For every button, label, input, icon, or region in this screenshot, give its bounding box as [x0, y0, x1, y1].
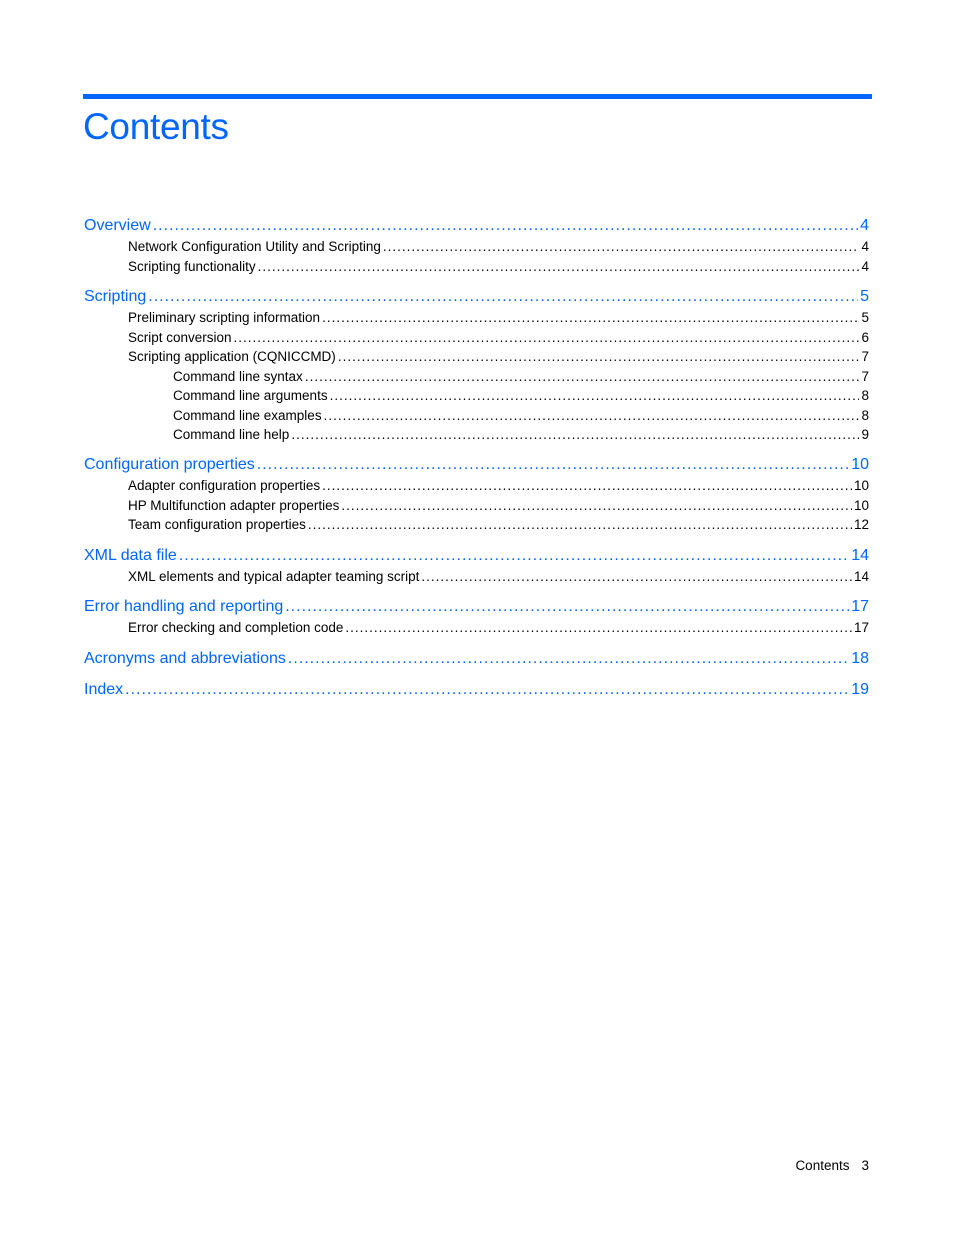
toc-entry-label: Scripting [84, 288, 147, 305]
toc-entry-page: 6 [861, 330, 869, 345]
toc-entry-label: Team configuration properties [128, 517, 306, 532]
toc-entry-hp-multifunction-adapter-properties[interactable] [128, 496, 869, 515]
toc-entry-page: 19 [851, 681, 869, 698]
toc-entry-label: XML elements and typical adapter teaming script [128, 569, 420, 584]
toc-leader [148, 286, 858, 308]
toc-entry-label: Command line arguments [173, 388, 328, 403]
toc-leader [285, 596, 849, 618]
toc-entry-preliminary-scripting-information[interactable] [128, 308, 869, 327]
toc-entry-page: 18 [851, 650, 869, 667]
toc-entry-overview[interactable] [84, 215, 869, 237]
toc-entry-label: Configuration properties [84, 456, 255, 473]
toc-entry-network-configuration-utility[interactable] [128, 237, 869, 256]
toc-entry-label: XML data file [84, 547, 177, 564]
toc-entry-page: 10 [853, 478, 869, 493]
toc-leader [338, 347, 860, 366]
toc-entry-scripting[interactable] [84, 286, 869, 308]
toc-entry-page: 10 [851, 456, 869, 473]
toc-entry-command-line-examples[interactable] [173, 406, 869, 425]
toc-entry-page: 14 [853, 569, 869, 584]
toc-entry-page: 4 [861, 239, 869, 254]
toc-entry-error-handling-and-reporting[interactable] [84, 596, 869, 618]
toc-entry-scripting-application[interactable] [128, 347, 869, 366]
toc-entry-label: Network Configuration Utility and Scripting [128, 239, 381, 254]
toc-leader [322, 476, 852, 495]
toc-entry-page: 17 [851, 598, 869, 615]
toc-leader [179, 545, 849, 567]
toc-entry-command-line-arguments[interactable] [173, 386, 869, 405]
toc-leader [257, 454, 849, 476]
page-title: Contents [83, 106, 229, 147]
toc-entry-command-line-help[interactable] [173, 425, 869, 444]
toc-leader [288, 648, 849, 670]
toc-leader [341, 496, 852, 515]
toc-entry-acronyms-and-abbreviations[interactable] [84, 648, 869, 670]
title-rule [83, 94, 872, 99]
page-footer [795, 1158, 869, 1173]
toc-entry-page: 8 [861, 408, 869, 423]
toc-entry-label: Command line syntax [173, 369, 303, 384]
toc-entry-page: 8 [861, 388, 869, 403]
toc-entry-page: 14 [851, 547, 869, 564]
toc-entry-page: 7 [861, 369, 869, 384]
toc-entry-page: 4 [861, 259, 869, 274]
toc-entry-page: 5 [860, 288, 869, 305]
toc-entry-label: Scripting functionality [128, 259, 256, 274]
toc-leader [421, 567, 852, 586]
toc-entry-xml-elements[interactable] [128, 567, 869, 586]
toc-leader [330, 386, 860, 405]
toc-entry-page: 4 [860, 217, 869, 234]
toc-entry-page: 5 [861, 310, 869, 325]
toc-entry-team-configuration-properties[interactable] [128, 515, 869, 534]
toc-leader [345, 618, 852, 637]
toc-entry-page: 10 [853, 498, 869, 513]
toc-leader [125, 679, 849, 701]
toc-entry-page: 17 [853, 620, 869, 635]
toc-entry-label: Preliminary scripting information [128, 310, 321, 325]
toc-leader [234, 328, 860, 347]
toc-entry-label: Script conversion [128, 330, 232, 345]
toc-leader [308, 515, 852, 534]
toc-entry-label: Index [84, 681, 124, 698]
footer-page-number: 3 [861, 1158, 869, 1173]
toc-leader [305, 367, 860, 386]
toc-entry-configuration-properties[interactable] [84, 454, 869, 476]
toc-leader [258, 257, 860, 276]
toc-leader [324, 406, 860, 425]
toc-entry-command-line-syntax[interactable] [173, 367, 869, 386]
toc-entry-index[interactable] [84, 679, 869, 701]
toc-entry-scripting-functionality[interactable] [128, 257, 869, 276]
toc-leader [383, 237, 860, 256]
toc-entry-label: Command line help [173, 427, 290, 442]
toc-entry-script-conversion[interactable] [128, 328, 869, 347]
toc-entry-adapter-configuration-properties[interactable] [128, 476, 869, 495]
toc-entry-label: Adapter configuration properties [128, 478, 321, 493]
toc-leader [322, 308, 859, 327]
toc-entry-page: 9 [861, 427, 869, 442]
toc-entry-label: Overview [84, 217, 151, 234]
toc-entry-label: Error checking and completion code [128, 620, 344, 635]
toc-entry-page: 12 [853, 517, 869, 532]
toc-entry-label: Error handling and reporting [84, 598, 284, 615]
footer-section: Contents [795, 1158, 850, 1173]
toc-leader [291, 425, 859, 444]
toc-entry-label: HP Multifunction adapter properties [128, 498, 340, 513]
toc-entry-xml-data-file[interactable] [84, 545, 869, 567]
toc-leader [153, 215, 858, 237]
toc-entry-label: Command line examples [173, 408, 322, 423]
toc-entry-page: 7 [861, 349, 869, 364]
toc-entry-error-checking[interactable] [128, 618, 869, 637]
toc-entry-label: Acronyms and abbreviations [84, 650, 286, 667]
toc-entry-label: Scripting application (CQNICCMD) [128, 349, 336, 364]
